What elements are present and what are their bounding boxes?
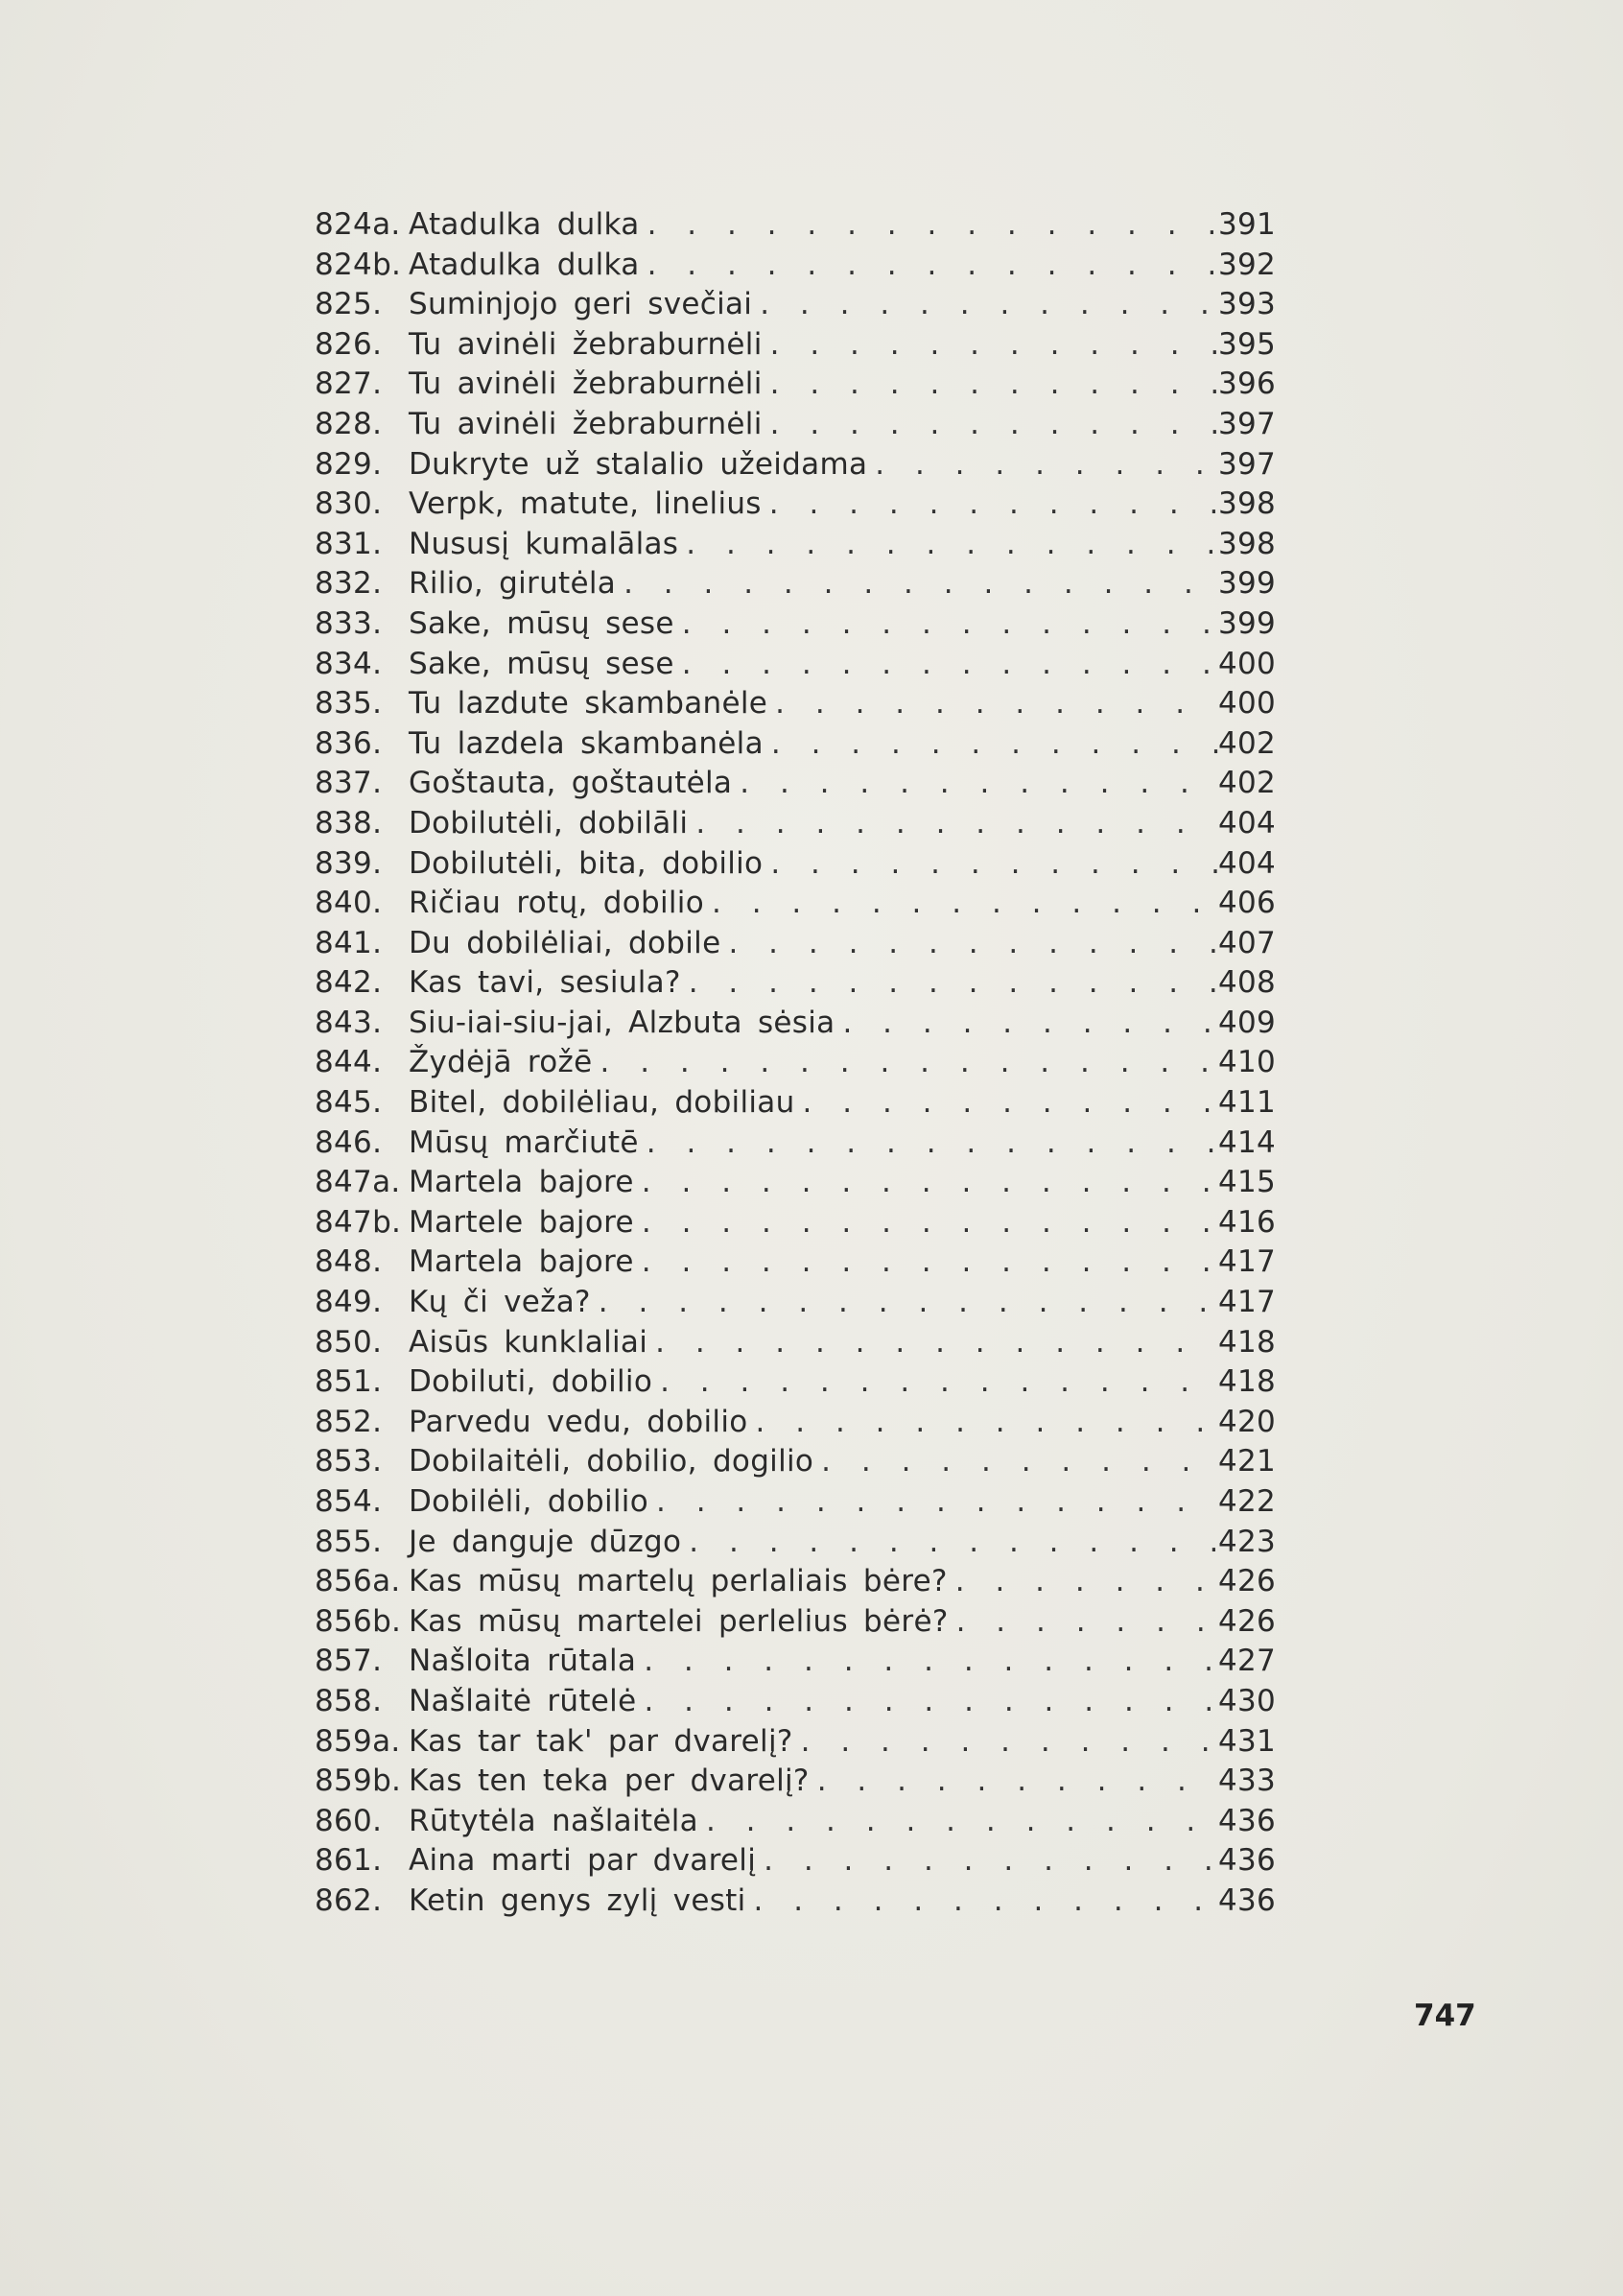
entry-page-number: 411: [1218, 1085, 1277, 1121]
entry-number: 838.: [315, 805, 383, 840]
entry-page-number: 436: [1218, 1843, 1277, 1879]
entry-number: 847a.: [315, 1165, 401, 1200]
toc-entry: [315, 1722, 1277, 1763]
entry-title: Tu lazdela skambanėla: [409, 725, 764, 761]
dot-leader: [647, 205, 1218, 246]
entry-page-number: 404: [1218, 845, 1277, 881]
entry-title: Martele bajore: [409, 1204, 634, 1240]
dot-leader: [764, 1841, 1218, 1882]
entry-number: 835.: [315, 686, 383, 722]
toc-entry: [315, 1802, 1277, 1842]
entry-page-number: 417: [1218, 1244, 1277, 1280]
dot-leader: [695, 804, 1218, 844]
entry-page-number: 393: [1218, 287, 1277, 322]
entry-page-number: 418: [1218, 1324, 1277, 1360]
entry-title: Nususį kumalālas: [409, 526, 679, 561]
entry-title: Sake, mūsų sese: [409, 646, 674, 681]
dot-leader: [770, 365, 1218, 405]
dot-leader: [600, 1043, 1218, 1083]
entry-number: 826.: [315, 326, 383, 362]
entry-page-number: 436: [1218, 1882, 1277, 1918]
dot-leader: [817, 1762, 1218, 1802]
dot-leader: [821, 1442, 1218, 1482]
toc-entry: [315, 405, 1277, 445]
toc-entry: [315, 1882, 1277, 1922]
entry-page-number: 398: [1218, 486, 1277, 522]
entry-number: 836.: [315, 725, 383, 761]
entry-title: Aina marti par dvarelį: [409, 1843, 757, 1879]
dot-leader: [769, 485, 1218, 525]
toc-entry: [315, 1762, 1277, 1802]
entry-page-number: 409: [1218, 1005, 1277, 1040]
toc-entry: [315, 285, 1277, 325]
entry-page-number: 436: [1218, 1803, 1277, 1838]
toc-entry: [315, 1124, 1277, 1164]
entry-number: 859a.: [315, 1723, 401, 1759]
toc-entry: [315, 1642, 1277, 1682]
entry-title: Aisūs kunklaliai: [409, 1324, 648, 1360]
dot-leader: [647, 246, 1218, 286]
entry-number: 854.: [315, 1484, 383, 1519]
dot-leader: [803, 1083, 1218, 1124]
toc-entry: [315, 884, 1277, 924]
entry-page-number: 415: [1218, 1165, 1277, 1200]
toc-entry: [315, 1403, 1277, 1443]
entry-number: 861.: [315, 1843, 383, 1879]
entry-title: Je danguje dūzgo: [409, 1524, 682, 1559]
dot-leader: [955, 1562, 1218, 1602]
toc-entry: [315, 645, 1277, 685]
entry-title: Dobilėli, dobilio: [409, 1484, 648, 1519]
entry-page-number: 399: [1218, 605, 1277, 641]
entry-page-number: 421: [1218, 1444, 1277, 1479]
dot-leader: [623, 564, 1218, 604]
entry-title: Kas tar tak' par dvarelį?: [409, 1723, 793, 1759]
entry-number: 829.: [315, 446, 383, 482]
dot-leader: [842, 1004, 1218, 1044]
entry-number: 849.: [315, 1285, 383, 1320]
entry-title: Tu lazdute skambanėle: [409, 686, 768, 722]
dot-leader: [801, 1722, 1218, 1763]
entry-number: 833.: [315, 605, 383, 641]
entry-title: Kas mūsų martelei perlelius bėrė?: [409, 1603, 949, 1639]
toc-entry: [315, 604, 1277, 645]
toc-entry: [315, 684, 1277, 724]
entry-title: Tu avinėli žebraburnėli: [409, 367, 763, 402]
toc-entry: [315, 1163, 1277, 1203]
entry-number: 843.: [315, 1005, 383, 1040]
toc-entry: [315, 1043, 1277, 1083]
toc-entry: [315, 1442, 1277, 1482]
entry-page-number: 404: [1218, 805, 1277, 840]
entry-page-number: 400: [1218, 686, 1277, 722]
dot-leader: [754, 1882, 1218, 1922]
entry-page-number: 402: [1218, 766, 1277, 801]
entry-page-number: 431: [1218, 1723, 1277, 1759]
dot-leader: [728, 924, 1218, 964]
entry-page-number: 426: [1218, 1564, 1277, 1599]
entry-title: Dobiluti, dobilio: [409, 1364, 653, 1400]
entry-page-number: 397: [1218, 446, 1277, 482]
entry-title: Tu avinėli žebraburnėli: [409, 406, 763, 441]
dot-leader: [689, 1523, 1218, 1563]
entry-number: 844.: [315, 1045, 383, 1080]
toc-entry: [315, 1841, 1277, 1882]
entry-page-number: 414: [1218, 1124, 1277, 1160]
entry-page-number: 398: [1218, 526, 1277, 561]
entry-page-number: 397: [1218, 406, 1277, 441]
toc-entry: [315, 325, 1277, 366]
entry-number: 837.: [315, 766, 383, 801]
dot-leader: [770, 405, 1218, 445]
entry-page-number: 427: [1218, 1644, 1277, 1679]
dot-leader: [756, 1403, 1218, 1443]
entry-page-number: 418: [1218, 1364, 1277, 1400]
entry-title: Našlaitė rūtelė: [409, 1683, 637, 1718]
dot-leader: [740, 764, 1218, 804]
entry-number: 840.: [315, 886, 383, 921]
entry-title: Dobilutėli, bita, dobilio: [409, 845, 764, 881]
entry-number: 841.: [315, 925, 383, 960]
entry-page-number: 396: [1218, 367, 1277, 402]
dot-leader: [775, 684, 1218, 724]
dot-leader: [642, 1163, 1218, 1203]
toc-entry: [315, 804, 1277, 844]
entry-title: Parvedu vedu, dobilio: [409, 1404, 748, 1439]
entry-number: 859b.: [315, 1763, 402, 1799]
entry-number: 834.: [315, 646, 383, 681]
toc-entry: [315, 1562, 1277, 1602]
dot-leader: [656, 1482, 1218, 1523]
dot-leader: [644, 1642, 1218, 1682]
dot-leader: [706, 1802, 1218, 1842]
entry-title: Dobilaitėli, dobilio, dogilio: [409, 1444, 814, 1479]
toc-entry: [315, 764, 1277, 804]
entry-title: Suminjojo geri svečiai: [409, 287, 753, 322]
entry-number: 842.: [315, 965, 383, 1001]
entry-number: 830.: [315, 486, 383, 522]
entry-page-number: 391: [1218, 207, 1277, 242]
toc-entry: [315, 1362, 1277, 1403]
toc-entry: [315, 1323, 1277, 1363]
entry-page-number: 407: [1218, 925, 1277, 960]
toc-entry: [315, 205, 1277, 246]
entry-page-number: 422: [1218, 1484, 1277, 1519]
toc-entry: [315, 1203, 1277, 1243]
page-number: 747: [1414, 1999, 1476, 2033]
entry-page-number: 402: [1218, 725, 1277, 761]
dot-leader: [642, 1243, 1218, 1283]
toc-entry: [315, 844, 1277, 885]
dot-leader: [647, 1124, 1218, 1164]
entry-page-number: 417: [1218, 1285, 1277, 1320]
entry-number: 860.: [315, 1803, 383, 1838]
toc-entry: [315, 1004, 1277, 1044]
dot-leader: [956, 1602, 1218, 1643]
toc-entry: [315, 246, 1277, 286]
entry-title: Rūtytėla našlaitėla: [409, 1803, 698, 1838]
toc-entry: [315, 1283, 1277, 1323]
entry-title: Atadulka dulka: [409, 207, 640, 242]
dot-leader: [712, 884, 1218, 924]
dot-leader: [682, 645, 1218, 685]
toc-entry: [315, 1243, 1277, 1283]
toc-entry: [315, 1682, 1277, 1722]
dot-leader: [875, 445, 1218, 485]
entry-number: 824a.: [315, 207, 401, 242]
entry-page-number: 420: [1218, 1404, 1277, 1439]
entry-title: Kas mūsų martelų perlaliais bėre?: [409, 1564, 948, 1599]
entry-number: 857.: [315, 1644, 383, 1679]
toc-entry: [315, 924, 1277, 964]
entry-page-number: 416: [1218, 1204, 1277, 1240]
entry-title: Tu avinėli žebraburnėli: [409, 326, 763, 362]
dot-leader: [599, 1283, 1218, 1323]
dot-leader: [660, 1362, 1218, 1403]
dot-leader: [642, 1203, 1218, 1243]
entry-title: Bitel, dobilėliau, dobiliau: [409, 1085, 795, 1121]
entry-number: 831.: [315, 526, 383, 561]
entry-number: 855.: [315, 1524, 383, 1559]
entry-page-number: 395: [1218, 326, 1277, 362]
entry-page-number: 399: [1218, 566, 1277, 602]
entry-page-number: 392: [1218, 247, 1277, 282]
dot-leader: [644, 1682, 1218, 1722]
entry-number: 862.: [315, 1882, 383, 1918]
entry-title: Du dobilėliai, dobile: [409, 925, 721, 960]
entry-page-number: 406: [1218, 886, 1277, 921]
entry-title: Martela bajore: [409, 1244, 634, 1280]
entry-number: 845.: [315, 1085, 383, 1121]
toc-entry: [315, 1602, 1277, 1643]
dot-leader: [770, 844, 1218, 885]
entry-number: 846.: [315, 1124, 383, 1160]
entry-number: 853.: [315, 1444, 383, 1479]
entry-title: Kų či veža?: [409, 1285, 591, 1320]
entry-title: Kas ten teka per dvarelį?: [409, 1763, 810, 1799]
entry-title: Rilio, girutėla: [409, 566, 617, 602]
entry-title: Ketin genys zylį vesti: [409, 1882, 746, 1918]
toc-entry: [315, 963, 1277, 1004]
entry-page-number: 430: [1218, 1683, 1277, 1718]
entry-number: 851.: [315, 1364, 383, 1400]
entry-number: 825.: [315, 287, 383, 322]
entry-title: Ričiau rotų, dobilio: [409, 886, 704, 921]
dot-leader: [682, 604, 1218, 645]
entry-number: 832.: [315, 566, 383, 602]
entry-page-number: 400: [1218, 646, 1277, 681]
entry-page-number: 433: [1218, 1763, 1277, 1799]
entry-title: Kas tavi, sesiula?: [409, 965, 681, 1001]
entry-title: Našloita rūtala: [409, 1644, 637, 1679]
toc-entry: [315, 1523, 1277, 1563]
entry-number: 858.: [315, 1683, 383, 1718]
entry-title: Sake, mūsų sese: [409, 605, 674, 641]
entry-number: 824b.: [315, 247, 402, 282]
toc-entry: [315, 445, 1277, 485]
entry-title: Siu-iai-siu-jai, Alzbuta sėsia: [409, 1005, 835, 1040]
entry-number: 847b.: [315, 1204, 402, 1240]
dot-leader: [770, 325, 1218, 366]
dot-leader: [760, 285, 1218, 325]
entry-title: Dobilutėli, dobilāli: [409, 805, 689, 840]
entry-number: 852.: [315, 1404, 383, 1439]
entry-page-number: 423: [1218, 1524, 1277, 1559]
entry-title: Žydėjā rožē: [409, 1045, 593, 1080]
entry-title: Martela bajore: [409, 1165, 634, 1200]
entry-title: Mūsų marčiutē: [409, 1124, 639, 1160]
entry-title: Verpk, matute, linelius: [409, 486, 762, 522]
entry-number: 827.: [315, 367, 383, 402]
entry-number: 856b.: [315, 1603, 402, 1639]
entry-page-number: 408: [1218, 965, 1277, 1001]
toc-entry: [315, 365, 1277, 405]
toc-entry: [315, 485, 1277, 525]
toc-entry: [315, 1482, 1277, 1523]
entry-number: 856a.: [315, 1564, 401, 1599]
entry-number: 850.: [315, 1324, 383, 1360]
toc-entry: [315, 525, 1277, 565]
toc-entry: [315, 1083, 1277, 1124]
toc-entry: [315, 724, 1277, 765]
dot-leader: [689, 963, 1218, 1004]
entry-title: Goštauta, goštautėla: [409, 766, 733, 801]
dot-leader: [655, 1323, 1218, 1363]
toc-entry: [315, 564, 1277, 604]
entry-number: 848.: [315, 1244, 383, 1280]
dot-leader: [771, 724, 1218, 765]
entry-title: Dukryte už stalalio užeidama: [409, 446, 868, 482]
table-of-contents: [315, 205, 1277, 1922]
entry-title: Atadulka dulka: [409, 247, 640, 282]
entry-number: 839.: [315, 845, 383, 881]
entry-page-number: 410: [1218, 1045, 1277, 1080]
entry-number: 828.: [315, 406, 383, 441]
entry-page-number: 426: [1218, 1603, 1277, 1639]
dot-leader: [686, 525, 1218, 565]
